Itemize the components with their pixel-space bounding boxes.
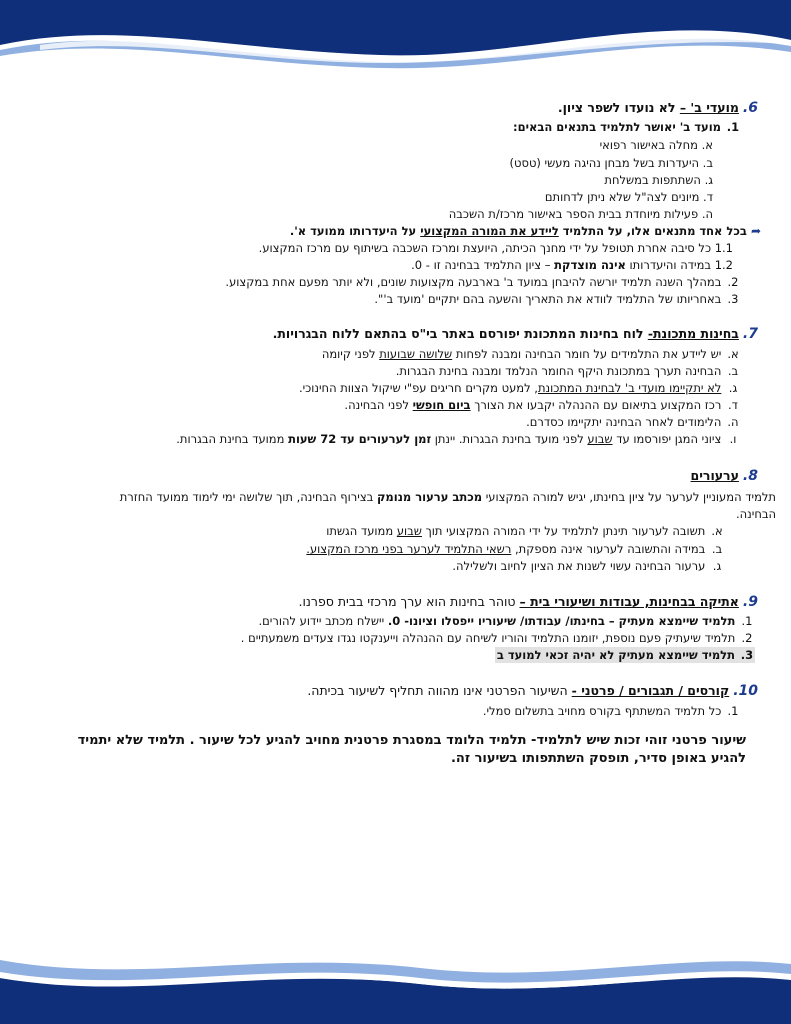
section-6-condition-b: ב. היעדרות בשל מבחן נהיגה מעשי (טסט) [509, 156, 713, 170]
section-8-number: 8. [742, 468, 758, 484]
section-6-item-3: 3. באחריותו של התלמיד לוודא את התאריך והשעה בהם יתקיים 'מועד ב'". [374, 292, 739, 306]
section-7-number: 7. [742, 326, 758, 342]
section-8-item-c: ג. ערעור הבחינה עשוי לשנות את הציון לחיוב ולשלילה. [452, 559, 722, 573]
section-8-paragraph-line-2: הבחינה. [735, 507, 776, 521]
section-10-item-1: 1. כל תלמיד המשתתף בקורס מחויב בתשלום סמלי. [482, 704, 739, 718]
section-8-item-a: א. תשובה לערעור תינתן לתלמיד על ידי המורה המקצועי תוך שבוע ממועד הגשתו [326, 524, 723, 538]
section-6-note: ➦ בכל אחד מתנאים אלו, על התלמיד ליידע את המורה המקצועי על היעדרותו ממועד א'. [289, 224, 761, 238]
section-7-item-d: ד. רכז המקצוע בתיאום עם ההנהלה יקבעו את הצורך ביום חופשי לפני הבחינה. [344, 398, 738, 412]
closing-paragraph-line-1: שיעור פרטני זוהי זכות שיש לתלמיד- תלמיד הלומד במסגרת פרטנית מחויב להגיע לכל שיעור . תלמיד שלא יתמיד [77, 733, 746, 748]
section-9-item-1: 1. תלמיד שיימצא מעתיק – בחינתו/ עבודתו/ שיעוריו ייפסלו וציונו- 0. יישלח מכתב יידוע להורים. [258, 614, 753, 628]
section-7-heading: 7.בחינות מתכונת- לוח בחינות המתכונת יפורסם באתר בי"ס בהתאם ללוח הבגרויות. [272, 326, 758, 342]
arrow-bullet-icon: ➦ [750, 224, 761, 238]
section-7-item-f: ו. ציוני המגן יפורסמו עד שבוע לפני מועד בחינת הבגרות. יינתן זמן לערעורים עד 72 שעות ממועד בחינת הבגרות. [176, 432, 737, 446]
section-9-heading: 9.אתיקה בבחינות, עבודות ושיעורי בית – טוהר בחינות הוא ערך מרכזי בבית ספרנו. [298, 594, 758, 610]
section-6-condition-a: א. מחלה באישור רפואי [599, 138, 713, 152]
section-10-number: 10. [733, 683, 758, 699]
section-6-item-1: 1. מועד ב' יאושר לתלמיד בתנאים הבאים: [513, 120, 740, 134]
section-6-note-1-2: 1.2 במידה והיעדרותו אינה מוצדקת – ציון התלמיד בבחינה זו - 0. [411, 258, 733, 272]
section-6-note-1-1: 1.1 כל סיבה אחרת תטופל על ידי מחנך הכיתה, היועצת ומרכז השכבה בשיתוף עם מרכז המקצוע. [258, 241, 733, 255]
section-6-condition-d: ד. מיונים לצה"ל שלא ניתן לדחותם [544, 190, 713, 204]
section-7-item-c: ג. לא יתקיימו מועדי ב' לבחינת המתכונת, למעט מקרים חריגים עפ"י שיקול הצוות החינוכי. [298, 381, 738, 395]
section-6-condition-e: ה. פעילות מיוחדת בבית הספר באישור מרכז/ת השכבה [448, 207, 713, 221]
section-6-condition-c: ג. השתתפות במשלחת [604, 173, 713, 187]
section-7-item-e: ה. הלימודים לאחר הבחינה יתקיימו כסדרם. [526, 415, 739, 429]
section-8-item-b: ב. במידה והתשובה לערעור אינה מספקת, רשאי התלמיד לערער בפני מרכז המקצוע. [306, 542, 723, 556]
section-9-number: 9. [742, 594, 758, 610]
section-8-paragraph-line-1: תלמיד המעוניין לערער על ציון בחינתו, יגיש למורה המקצועי מכתב ערעור מנומק בצירוף הבחינה, תוך שלושה ימי לימוד ממועד החזרת [119, 490, 776, 504]
section-9-item-2: 2. תלמיד שיעתיק פעם נוספת, יזומנו התלמיד והוריו לשיחה עם ההנהלה וייענקטו נגדו צעדים משמעתיים . [240, 631, 753, 645]
section-8-heading: 8.ערעורים [690, 468, 758, 484]
section-9-item-3: 3. תלמיד שיימצא מעתיק לא יהיה זכאי למועד ב [496, 648, 754, 662]
section-6-heading: 6.מועדי ב' – לא נועדו לשפר ציון. [557, 100, 758, 116]
section-7-item-b: ב. הבחינה תערך במתכונת היקף החומר הנלמד ומבנה בחינת הבגרות. [395, 364, 739, 378]
section-10-heading: 10.קורסים / תגבורים / פרטני - השיעור הפרטני אינו מהווה תחליף לשיעור בכיתה. [307, 683, 758, 699]
closing-paragraph-line-2: להגיע באופן סדיר, תופסק השתתפותו בשיעור זה. [450, 751, 746, 766]
section-7-item-a: א. יש ליידע את התלמידים על חומר הבחינה ומבנה לפחות שלושה שבועות לפני קיומה [321, 347, 739, 361]
section-6-number: 6. [742, 100, 758, 116]
section-6-item-2: 2. במהלך השנה תלמיד יורשה להיבחן במועד ב' בארבעה מקצועות שונים, ולא יותר מפעם אחת במקצוע. [225, 275, 739, 289]
